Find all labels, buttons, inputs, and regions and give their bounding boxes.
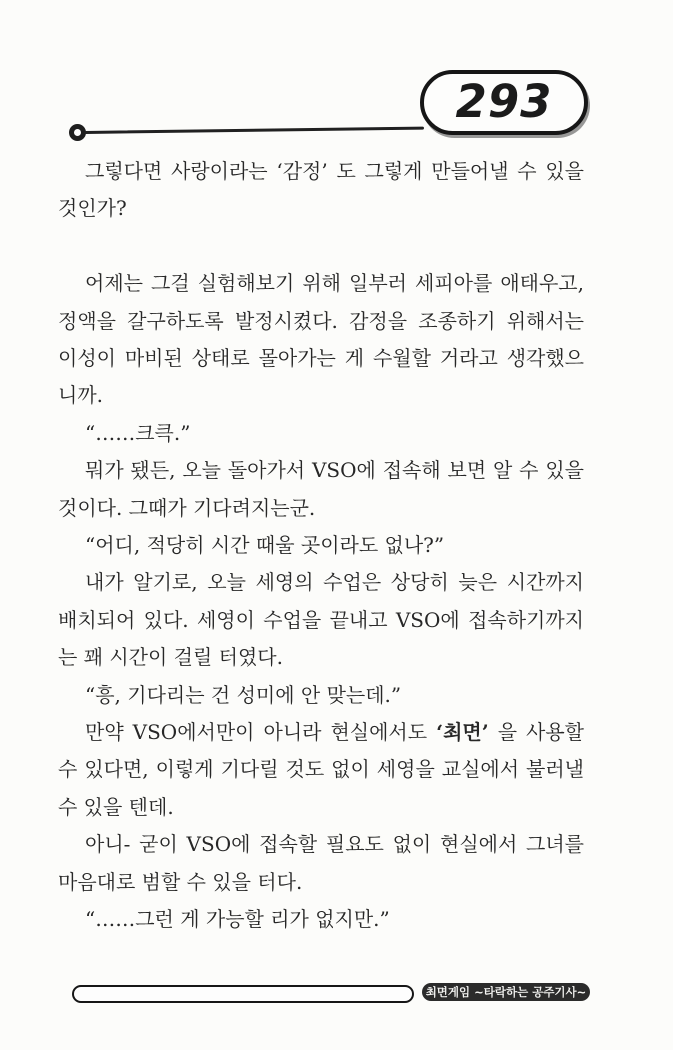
text-segment: 그렇다면 사랑이라는 ‘감정’ 도 그렇게 만들어낼 수 있을 것인가? xyxy=(58,159,584,221)
text-segment: “흥, 기다리는 건 성미에 안 맞는데.” xyxy=(85,682,402,707)
text-segment: 을 사용할 수 있다면, 이렇게 기다릴 것도 없이 세영을 교실에서 불러낼 수 있을 텐데. xyxy=(58,720,585,819)
text-segment: 내가 알기로, 오늘 세영의 수업은 상당히 늦은 시간까지 배치되어 있다. 세영이 수업을 끝내고 VSO에 접속하기까지는 꽤 시간이 걸릴 터였다. xyxy=(58,570,584,670)
series-title-badge xyxy=(422,983,590,1001)
paragraph xyxy=(58,901,584,938)
paragraph xyxy=(58,265,584,415)
paragraph xyxy=(58,452,584,527)
text-segment: “……그런 게 가능할 리가 없지만.” xyxy=(85,907,390,932)
text-segment: “어디, 적당히 시간 때울 곳이라도 없나?” xyxy=(85,533,445,558)
series-title: 최면게임 ~타락하는 공주기사~ xyxy=(425,985,587,999)
header-rule-line xyxy=(84,127,424,134)
paragraph xyxy=(58,564,584,676)
text-segment: 만약 VSO에서만이 아니라 현실에서도 xyxy=(85,720,437,745)
text-body xyxy=(58,153,584,939)
paragraph xyxy=(58,714,584,826)
page-number: 293 xyxy=(455,75,553,128)
paragraph xyxy=(58,677,584,714)
emphasized-text: ‘최면’ xyxy=(436,720,489,745)
footer-decoration-pill xyxy=(72,985,414,1003)
text-segment: 어제는 그걸 실험해보기 위해 일부러 세피아를 애태우고, 정액을 갈구하도록 발정시켰다. 감정을 조종하기 위해서는 이성이 마비된 상태로 몰아가는 게 수월할 거라고 생각했으니까. xyxy=(58,271,584,408)
paragraph xyxy=(58,153,584,228)
text-segment: 뭐가 됐든, 오늘 돌아가서 VSO에 접속해 보면 알 수 있을 것이다. 그때가 기다려지는군. xyxy=(58,458,584,520)
page-number-badge xyxy=(420,70,588,135)
paragraph xyxy=(58,826,584,901)
text-segment: 아니- 굳이 VSO에 접속할 필요도 없이 현실에서 그녀를 마음대로 범할 수 있을 터다. xyxy=(58,832,584,894)
paragraph xyxy=(58,415,584,452)
text-segment: “……크큭.” xyxy=(85,420,191,445)
paragraph xyxy=(58,527,584,564)
